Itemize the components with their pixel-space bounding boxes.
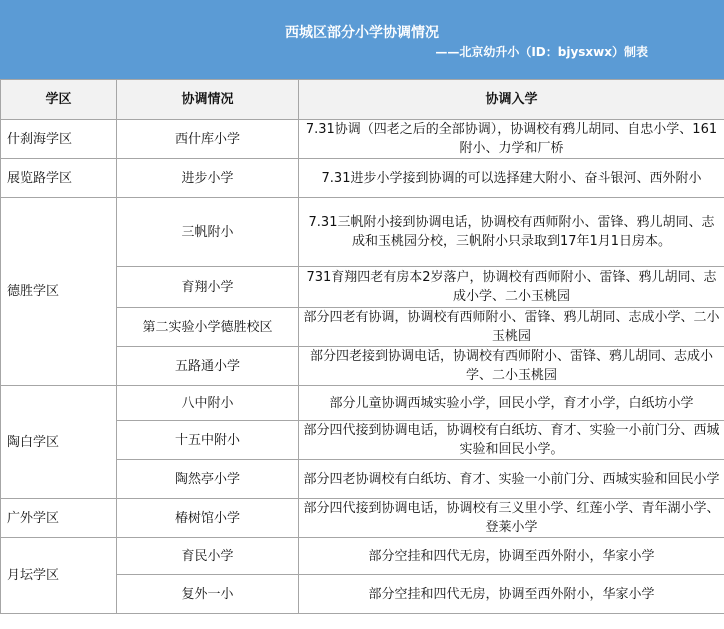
admission-cell: 7.31协调（四老之后的全部协调），协调校有鸦儿胡同、自忠小学、161附小、力学和厂桥 (299, 120, 724, 159)
school-cell: 育民小学 (117, 538, 299, 575)
admission-cell: 部分儿童协调西城实验小学，回民小学，育才小学，白纸坊小学 (299, 386, 724, 421)
sheet-subtitle: ——北京幼升小（ID：bjysxwx）制表 (435, 45, 648, 59)
district-cell: 德胜学区 (1, 198, 117, 386)
column-header-admission: 协调入学 (299, 80, 724, 120)
admission-cell: 7.31三帆附小接到协调电话，协调校有西师附小、雷锋、鸦儿胡同、志成和玉桃园分校，三帆附小只录取到17年1月1日房本。 (299, 198, 724, 267)
school-cell: 陶然亭小学 (117, 460, 299, 499)
admission-cell: 731育翔四老有房本2岁落户，协调校有西师附小、雷锋、鸦儿胡同、志成小学、二小玉桃园 (299, 267, 724, 308)
column-header-school: 协调情况 (117, 80, 299, 120)
admission-cell: 部分空挂和四代无房，协调至西外附小，华家小学 (299, 538, 724, 575)
school-cell: 十五中附小 (117, 421, 299, 460)
table-row (1, 499, 724, 538)
admission-cell: 7.31进步小学接到协调的可以选择建大附小、奋斗银河、西外附小 (299, 159, 724, 198)
table-row (1, 198, 724, 267)
school-cell: 椿树馆小学 (117, 499, 299, 538)
sheet-title: 西城区部分小学协调情况 (285, 25, 439, 41)
district-cell: 月坛学区 (1, 538, 117, 614)
school-cell: 八中附小 (117, 386, 299, 421)
admission-cell: 部分四老接到协调电话，协调校有西师附小、雷锋、鸦儿胡同、志成小学、二小玉桃园 (299, 347, 724, 386)
table-header-row (1, 80, 724, 120)
table-row (1, 386, 724, 421)
school-cell: 育翔小学 (117, 267, 299, 308)
column-header-district: 学区 (1, 80, 117, 120)
school-cell: 西什库小学 (117, 120, 299, 159)
district-cell: 展览路学区 (1, 159, 117, 198)
table-row (1, 120, 724, 159)
sheet-header (0, 0, 724, 79)
district-cell: 陶白学区 (1, 386, 117, 499)
admission-cell: 部分四代接到协调电话，协调校有三义里小学、红莲小学、青年湖小学、登莱小学 (299, 499, 724, 538)
school-cell: 复外一小 (117, 575, 299, 614)
coordination-table (0, 79, 724, 614)
district-cell: 广外学区 (1, 499, 117, 538)
admission-cell: 部分空挂和四代无房，协调至西外附小，华家小学 (299, 575, 724, 614)
school-cell: 五路通小学 (117, 347, 299, 386)
school-cell: 第二实验小学德胜校区 (117, 308, 299, 347)
school-cell: 三帆附小 (117, 198, 299, 267)
table-row (1, 159, 724, 198)
admission-cell: 部分四代接到协调电话，协调校有白纸坊、育才、实验一小前门分、西城实验和回民小学。 (299, 421, 724, 460)
district-cell: 什刹海学区 (1, 120, 117, 159)
admission-cell: 部分四老有协调，协调校有西师附小、雷锋、鸦儿胡同、志成小学、二小玉桃园 (299, 308, 724, 347)
admission-cell: 部分四老协调校有白纸坊、育才、实验一小前门分、西城实验和回民小学 (299, 460, 724, 499)
table-row (1, 538, 724, 575)
school-cell: 进步小学 (117, 159, 299, 198)
